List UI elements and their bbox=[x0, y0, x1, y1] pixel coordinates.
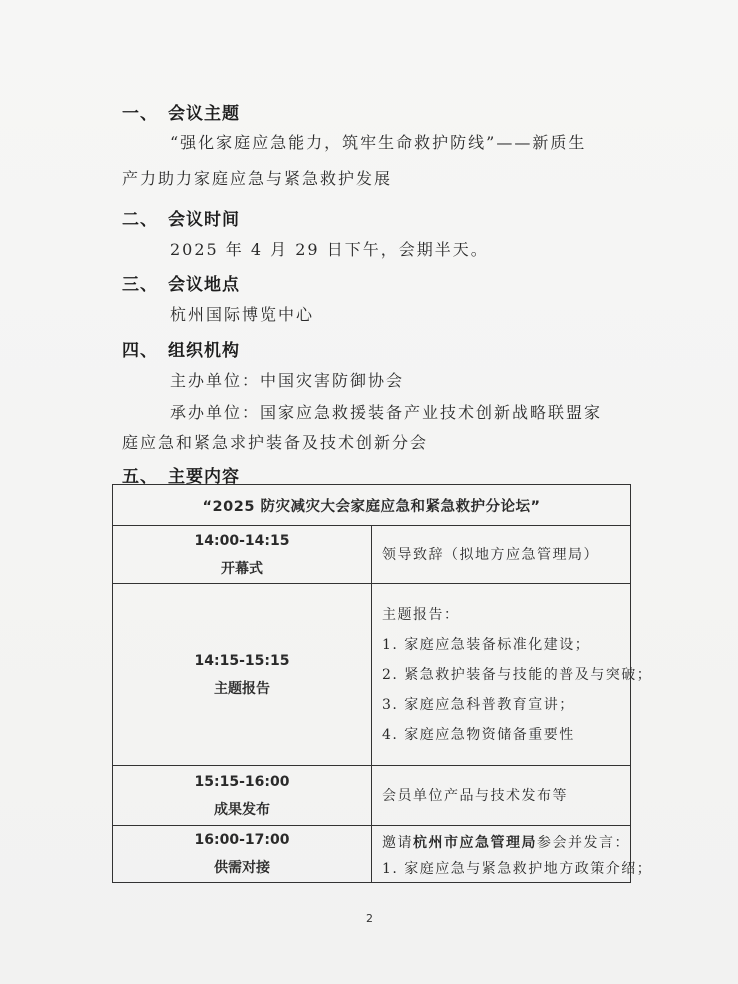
section-title: 组织机构 bbox=[168, 341, 240, 361]
section-number: 四、 bbox=[122, 341, 158, 361]
content-line: 4. 家庭应急物资储备重要性 bbox=[382, 726, 575, 743]
session-label: 主题报告 bbox=[214, 680, 270, 697]
section-title: 主要内容 bbox=[168, 467, 240, 487]
section-heading-1 bbox=[122, 99, 240, 124]
time-cell bbox=[113, 826, 372, 883]
section-title: 会议主题 bbox=[168, 104, 240, 124]
table-title-row bbox=[113, 485, 631, 526]
meeting-time: 2025 年 4 月 29 日下午，会期半天。 bbox=[170, 240, 489, 259]
table-row bbox=[113, 826, 631, 883]
session-label: 开幕式 bbox=[221, 560, 263, 577]
section-number: 五、 bbox=[122, 467, 158, 487]
organizer-line-1: 承办单位：国家应急救援装备产业技术创新战略联盟家 bbox=[170, 403, 603, 422]
session-label: 成果发布 bbox=[214, 801, 270, 818]
content-cell bbox=[372, 766, 631, 826]
content-cell bbox=[372, 826, 653, 883]
content-line: 2. 紧急救护装备与技能的普及与突破； bbox=[382, 666, 653, 683]
page-number: 2 bbox=[366, 912, 373, 925]
time-cell bbox=[113, 526, 372, 584]
meeting-place: 杭州国际博览中心 bbox=[170, 305, 315, 324]
section-heading-3 bbox=[122, 270, 240, 295]
section-heading-2 bbox=[122, 205, 240, 230]
time-range: 16:00-17:00 bbox=[194, 832, 290, 848]
content-line bbox=[382, 828, 630, 858]
table-row bbox=[113, 584, 631, 766]
agenda-title: “2025 防灾减灾大会家庭应急和紧急救护分论坛” bbox=[113, 485, 631, 526]
theme-line-2: 产力助力家庭应急与紧急救护发展 bbox=[122, 169, 393, 188]
theme-line-1: “强化家庭应急能力，筑牢生命救护防线”——新质生 bbox=[170, 133, 587, 152]
content-line: 领导致辞（拟地方应急管理局） bbox=[382, 546, 599, 563]
organizer-line-2: 庭应急和紧急求护装备及技术创新分会 bbox=[122, 433, 429, 452]
section-title: 会议时间 bbox=[168, 210, 240, 230]
content-suffix: 参会并发言： bbox=[537, 835, 630, 851]
content-cell bbox=[372, 584, 653, 766]
content-line: 1. 家庭应急与紧急救护地方政策介绍； bbox=[382, 861, 653, 877]
time-cell bbox=[113, 584, 372, 766]
content-prefix: 邀请 bbox=[382, 835, 413, 851]
time-range: 14:00-14:15 bbox=[194, 532, 290, 549]
section-title: 会议地点 bbox=[168, 275, 240, 295]
time-cell bbox=[113, 766, 372, 826]
time-range: 15:15-16:00 bbox=[194, 773, 290, 790]
content-line: 3. 家庭应急科普教育宣讲； bbox=[382, 696, 575, 713]
content-line: 会员单位产品与技术发布等 bbox=[382, 787, 568, 804]
section-number: 三、 bbox=[122, 275, 158, 295]
agenda-table bbox=[112, 484, 653, 883]
table-row bbox=[113, 526, 631, 584]
invited-organization: 杭州市应急管理局 bbox=[413, 835, 537, 851]
time-range: 14:15-15:15 bbox=[194, 652, 290, 669]
content-cell bbox=[372, 526, 631, 584]
section-number: 一、 bbox=[122, 104, 158, 124]
session-label: 供需对接 bbox=[214, 860, 270, 876]
section-number: 二、 bbox=[122, 210, 158, 230]
host-organization: 主办单位：中国灾害防御协会 bbox=[170, 371, 405, 390]
table-row bbox=[113, 766, 631, 826]
content-line: 1. 家庭应急装备标准化建设； bbox=[382, 636, 591, 653]
content-line: 主题报告： bbox=[382, 606, 460, 623]
section-heading-4 bbox=[122, 336, 240, 361]
